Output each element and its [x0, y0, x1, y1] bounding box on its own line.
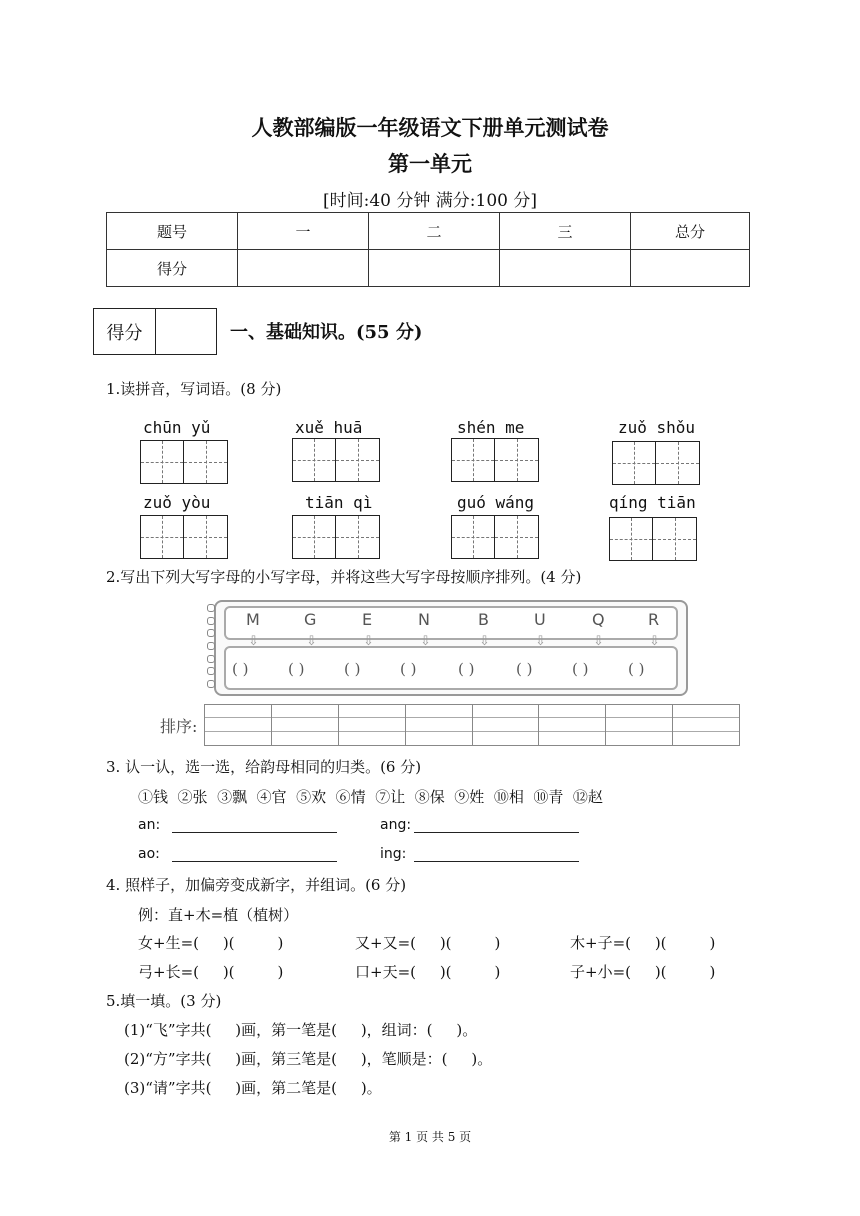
- question-4-title: 4. 照样子，加偏旁变成新字，并组词。(6 分): [106, 876, 407, 894]
- radical-item[interactable]: 又+又=( )( ): [355, 934, 501, 952]
- capital-letter: E: [362, 610, 373, 629]
- capital-letter: U: [534, 610, 546, 629]
- unit-title: 第一单元: [388, 151, 472, 176]
- table-cell: 二: [369, 213, 500, 250]
- lowercase-blank[interactable]: ( ): [458, 660, 475, 678]
- section-score-label: 得分: [94, 309, 156, 354]
- ao-label: ao:: [138, 846, 160, 862]
- arrow-down-icon: ⇩: [593, 634, 604, 649]
- pinyin: tiān qì: [305, 493, 373, 512]
- pinyin: qíng tiān: [609, 493, 696, 512]
- lowercase-blank[interactable]: ( ): [232, 660, 249, 678]
- arrow-down-icon: ⇩: [306, 634, 317, 649]
- sort-label: 排序:: [160, 717, 198, 736]
- fill-item[interactable]: (3)“请”字共( )画，第二笔是( )。: [124, 1079, 382, 1097]
- ang-label: ang:: [380, 817, 412, 833]
- capital-letter: R: [648, 610, 660, 629]
- page-footer: 第 1 页 共 5 页: [388, 1130, 472, 1144]
- table-row: [107, 213, 750, 250]
- radical-item[interactable]: 女+生=( )( ): [138, 934, 284, 952]
- letter-row: [232, 610, 672, 690]
- arrow-down-icon: ⇩: [248, 634, 259, 649]
- arrow-down-icon: ⇩: [363, 634, 374, 649]
- radical-item[interactable]: 子+小=( )( ): [570, 963, 716, 981]
- ing-label: ing:: [380, 846, 407, 862]
- sort-grid[interactable]: [204, 704, 740, 746]
- ang-answer-line[interactable]: [414, 814, 579, 833]
- score-input-cell[interactable]: [631, 250, 750, 287]
- table-cell: 题号: [107, 213, 238, 250]
- pinyin: zuǒ yòu: [143, 493, 211, 512]
- tian-grid[interactable]: [292, 515, 380, 559]
- an-label: an:: [138, 817, 161, 833]
- lowercase-blank[interactable]: ( ): [344, 660, 361, 678]
- table-cell: 一: [238, 213, 369, 250]
- lowercase-blank[interactable]: ( ): [400, 660, 417, 678]
- tian-grid[interactable]: [451, 515, 539, 559]
- capital-letter: B: [478, 610, 489, 629]
- score-input-cell[interactable]: [369, 250, 500, 287]
- section-score-box: [93, 308, 217, 355]
- section-title: 一、基础知识。(55 分): [230, 322, 423, 343]
- arrow-down-icon: ⇩: [420, 634, 431, 649]
- arrow-down-icon: ⇩: [649, 634, 660, 649]
- question-1-title: 1.读拼音，写词语。(8 分): [106, 380, 282, 398]
- ao-answer-line[interactable]: [172, 843, 337, 862]
- capital-letter: G: [304, 610, 317, 629]
- lowercase-blank[interactable]: ( ): [516, 660, 533, 678]
- capital-letter: M: [246, 610, 260, 629]
- time-info: [时间:40 分钟 满分:100 分]: [322, 191, 537, 211]
- arrow-down-icon: ⇩: [479, 634, 490, 649]
- tian-grid[interactable]: [612, 441, 700, 485]
- section-score-input[interactable]: [156, 309, 216, 354]
- score-input-cell[interactable]: [238, 250, 369, 287]
- an-answer-line[interactable]: [172, 814, 337, 833]
- pinyin: shén me: [457, 418, 525, 437]
- character-list: ①钱 ②张 ③飘 ④官 ⑤欢 ⑥情 ⑦让 ⑧保 ⑨姓 ⑩相 ⑩青 ⑫赵: [138, 788, 603, 806]
- question-5-title: 5.填一填。(3 分): [106, 992, 222, 1010]
- tian-grid[interactable]: [609, 517, 697, 561]
- ring-binding: [207, 604, 215, 688]
- score-input-cell[interactable]: [500, 250, 631, 287]
- pinyin: xuě huā: [295, 418, 363, 437]
- table-row: [107, 250, 750, 287]
- lowercase-blank[interactable]: ( ): [572, 660, 589, 678]
- ing-answer-line[interactable]: [414, 843, 579, 862]
- score-table: [106, 212, 750, 287]
- table-cell: 三: [500, 213, 631, 250]
- question-2-title: 2.写出下列大写字母的小写字母，并将这些大写字母按顺序排列。(4 分): [106, 568, 582, 586]
- capital-letter: N: [418, 610, 430, 629]
- tian-grid[interactable]: [140, 515, 228, 559]
- tian-grid[interactable]: [140, 440, 228, 484]
- radical-item[interactable]: 木+子=( )( ): [570, 934, 716, 952]
- tian-grid[interactable]: [451, 438, 539, 482]
- capital-letter: Q: [592, 610, 605, 629]
- fill-item[interactable]: (1)“飞”字共( )画，第一笔是( )，组词：( )。: [124, 1021, 478, 1039]
- pinyin: chūn yǔ: [143, 418, 211, 437]
- pinyin: zuǒ shǒu: [618, 418, 696, 437]
- tian-grid[interactable]: [292, 438, 380, 482]
- doc-title: 人教部编版一年级语文下册单元测试卷: [251, 115, 609, 140]
- radical-item[interactable]: 弓+长=( )( ): [138, 963, 284, 981]
- pinyin: guó wáng: [457, 493, 535, 512]
- example-text: 例：直+木=植（植树）: [138, 906, 299, 924]
- table-cell: 得分: [107, 250, 238, 287]
- lowercase-blank[interactable]: ( ): [288, 660, 305, 678]
- table-cell: 总分: [631, 213, 750, 250]
- question-3-title: 3. 认一认，选一选，给韵母相同的归类。(6 分): [106, 758, 422, 776]
- arrow-down-icon: ⇩: [535, 634, 546, 649]
- lowercase-blank[interactable]: ( ): [628, 660, 645, 678]
- fill-item[interactable]: (2)“方”字共( )画，第三笔是( )，笔顺是：( )。: [124, 1050, 493, 1068]
- radical-item[interactable]: 口+天=( )( ): [355, 963, 501, 981]
